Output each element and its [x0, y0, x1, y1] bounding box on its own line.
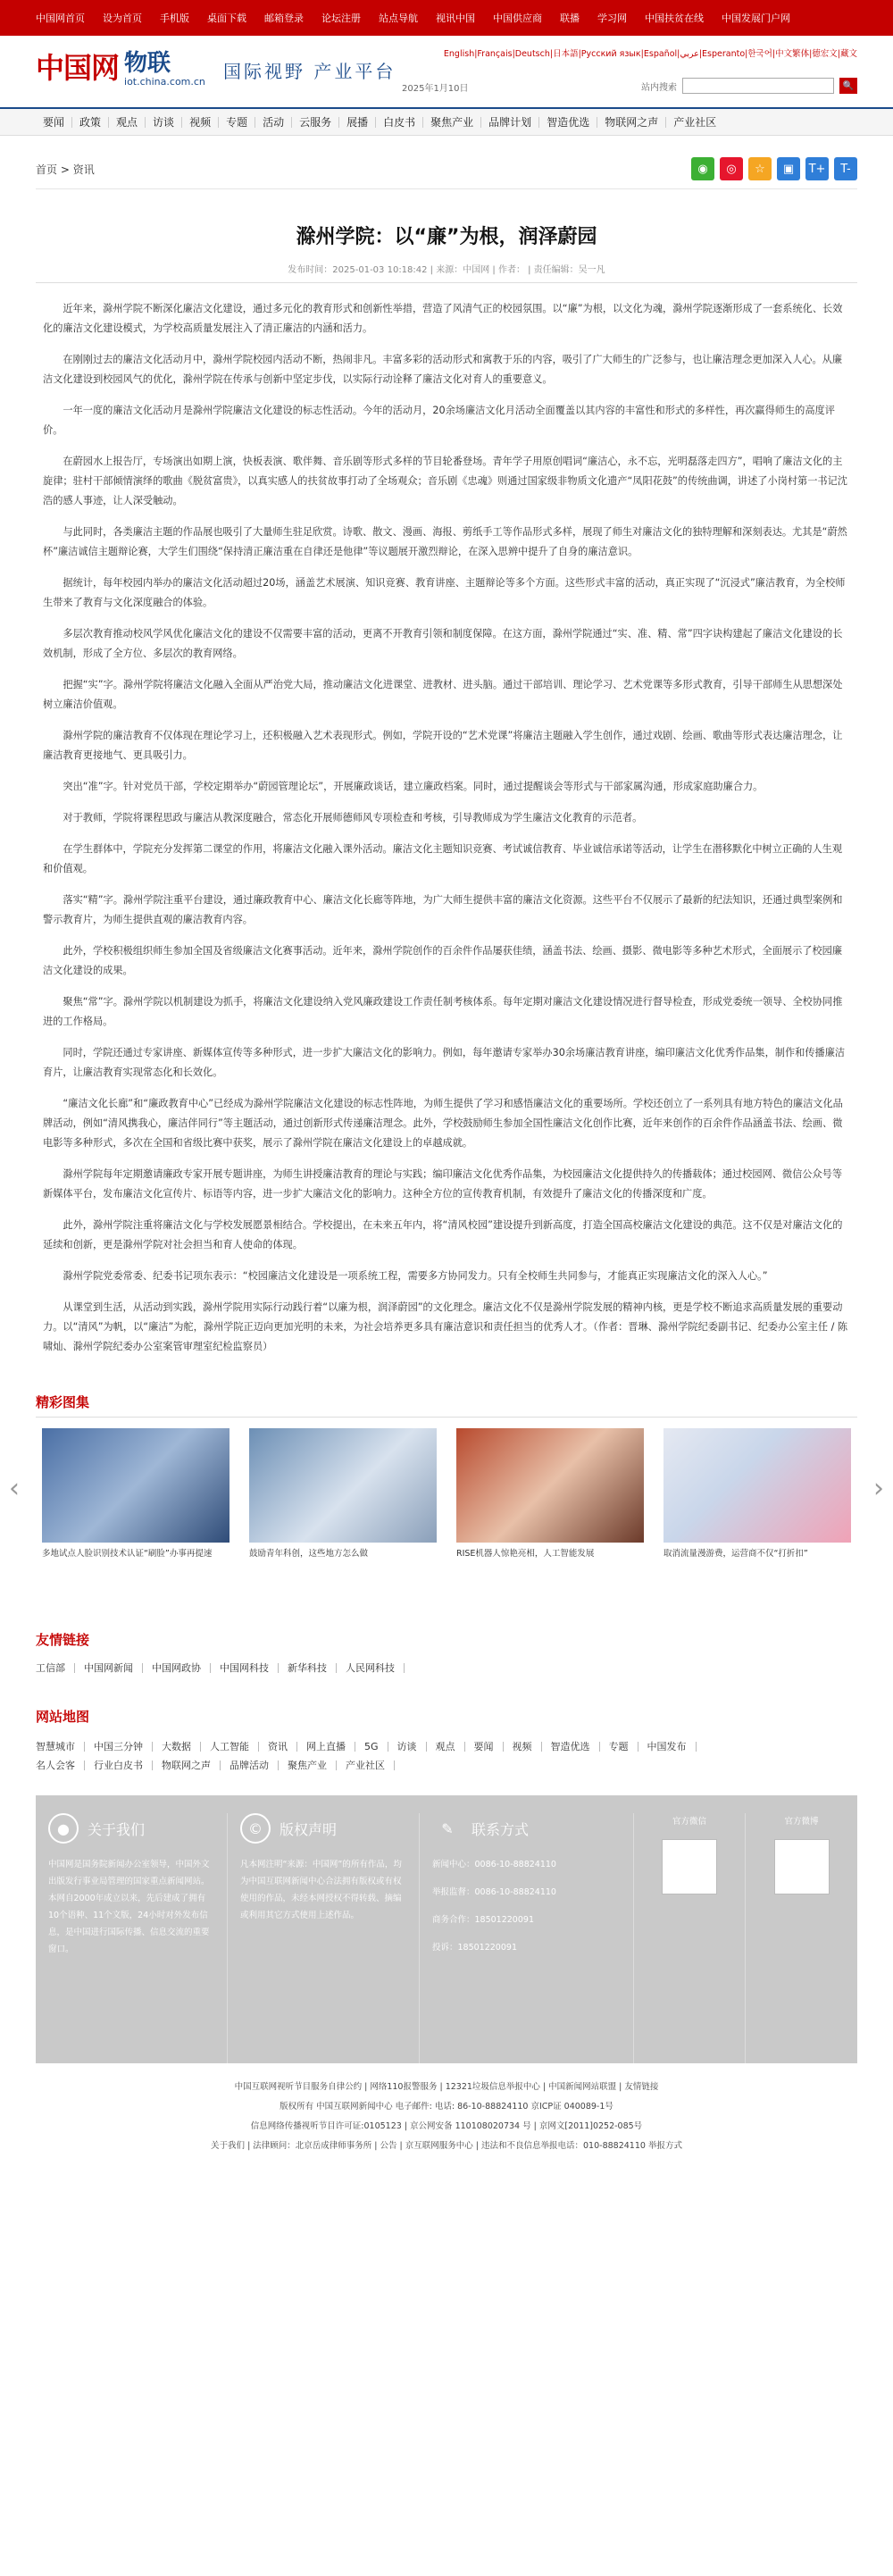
sitemap-link[interactable]: 智慧城市	[36, 1742, 85, 1752]
article-paragraph: 从课堂到生活，从活动到实践，滁州学院用实际行动践行着“以廉为根，润泽蔚园”的文化理念。廉洁文化不仅是滁州学院发展的精神内核，更是学校不断追求高质量发展的重要动力。以“清风”为帆，以“廉洁”为舵，滁州学院正迈向更加光明的未来，为社会培养更多具有廉洁意识和责任担当的优秀人才。（作者：晋琳、滁州学院纪委副书记、纪委办公室主任 / 陈啸灿、滁州学院纪委办公室案管审理室纪检监察员）	[43, 1301, 848, 1352]
top-link[interactable]: 邮箱登录	[264, 13, 304, 24]
breadcrumb-current[interactable]: 资讯	[72, 163, 95, 176]
sitemap-link[interactable]: 大数据	[153, 1742, 201, 1752]
sitemap-link[interactable]: 智造优选	[542, 1742, 600, 1752]
sitemap-link[interactable]: 中国三分钟	[85, 1742, 153, 1752]
nav-item[interactable]: 视频	[182, 117, 219, 128]
logo-chinanet: 中国网	[36, 51, 120, 85]
footer-info	[36, 1795, 857, 2156]
sitemap-link[interactable]: 行业白皮书	[85, 1761, 153, 1770]
about-us-heading	[48, 1813, 214, 1844]
friend-link[interactable]: 人民网科技	[337, 1663, 405, 1673]
article-paragraph: 此外，学校积极组织师生参加全国及省级廉洁文化赛事活动。近年来，滁州学院创作的百余件作品屡获佳绩，涵盖书法、绘画、摄影、微电影等多种艺术形式，全面展示了校园廉洁文化建设的成果。	[43, 945, 843, 976]
contact-line: 商务合作：18501220091	[432, 1915, 534, 1925]
top-link[interactable]: 中国扶贫在线	[645, 13, 704, 24]
wechat-qr-code	[662, 1839, 717, 1894]
gallery	[9, 1428, 884, 1559]
nav-item[interactable]: 政策	[72, 117, 109, 128]
gallery-caption[interactable]: 取消流量漫游费，运营商不仅“打折扣”	[663, 1549, 808, 1559]
article-title: 滁州学院：以“廉”为根，润泽蔚园	[296, 226, 597, 248]
sitemap-link[interactable]: 聚焦产业	[279, 1761, 337, 1770]
wechat-box	[634, 1813, 746, 2063]
friend-link[interactable]: 中国网科技	[211, 1663, 279, 1673]
top-link[interactable]: 论坛注册	[321, 13, 361, 24]
sitemap-link[interactable]: 观点	[427, 1742, 465, 1752]
nav-item[interactable]: 品牌计划	[481, 117, 539, 128]
nav-item[interactable]: 物联网之声	[597, 117, 666, 128]
contact-line: 新闻中心：0086-10-88824110	[432, 1860, 556, 1869]
gallery-image[interactable]	[42, 1428, 230, 1543]
about-us-box	[36, 1813, 228, 2063]
article-paragraph: “廉洁文化长廊”和“廉政教育中心”已经成为滁州学院廉洁文化建设的标志性阵地，为师生提供了学习和感悟廉洁文化的重要场所。学校还创立了一系列具有地方特色的廉洁文化品牌活动，例如“清风携我心，廉洁伴同行”等主题活动，通过创新形式传递廉洁理念。此外，学校鼓励师生参加全国性廉洁文化创作比赛，近年来创作的百余件作品涵盖书法、绘画、微电影等多种形式，多次在全国和省级比赛中获奖，展示了滁州学院在廉洁文化建设上的卓越成就。	[43, 1098, 843, 1149]
footer-line[interactable]: 中国互联网视听节目服务自律公约 | 网络110报警服务 | 12321垃圾信息举报中心 | 中国新闻网站联盟 | 友情链接	[234, 2082, 659, 2092]
article-paragraph: 一年一度的廉洁文化活动月是滁州学院廉洁文化建设的标志性活动。今年的活动月，20余场廉洁文化月活动全面覆盖以其内容的丰富性和形式的多样性，再次赢得师生的高度评价。	[43, 405, 835, 436]
top-link[interactable]: 中国供应商	[493, 13, 542, 24]
friend-links	[36, 1663, 857, 1682]
wechat-icon[interactable]: ◉	[691, 157, 714, 180]
person-icon: ●	[48, 1813, 79, 1844]
site-slogan: 国际视野 产业平台	[223, 61, 396, 82]
friend-link[interactable]: 中国网政协	[143, 1663, 211, 1673]
nav-item[interactable]: 聚焦产业	[423, 117, 481, 128]
friend-link[interactable]: 中国网新闻	[75, 1663, 143, 1673]
nav-item[interactable]: 活动	[255, 117, 292, 128]
contact-line: 举报监督：0086-10-88824110	[432, 1887, 556, 1897]
article-paragraph: 把握“实”字。滁州学院将廉洁文化融入全面从严治党大局，推动廉洁文化进课堂、进教材、进头脑。通过干部培训、理论学习、艺术党课等多形式教育，引导干部师生从思想深处树立廉洁价值观。	[43, 679, 843, 710]
footer-lines	[36, 2078, 857, 2156]
nav-item[interactable]: 产业社区	[673, 116, 717, 129]
font-smaller-icon[interactable]: T-	[834, 157, 857, 180]
gallery-section	[9, 1393, 884, 1559]
language-links[interactable]: English|Français|Deutsch|日本語|Русский язык|Español|عربي|Esperanto|한국어|中文繁体|德宏文|藏文	[443, 49, 857, 59]
sitemap-link[interactable]: 名人会客	[36, 1761, 85, 1770]
sitemap-link[interactable]: 中国发布	[638, 1742, 697, 1752]
article-body	[36, 299, 857, 1357]
logo-name: 物联	[124, 50, 171, 77]
article-paragraph: 据统计，每年校园内举办的廉洁文化活动超过20场，涵盖艺术展演、知识竞赛、教育讲座、主题辩论等多个方面。这些形式丰富的活动，真正实现了“沉浸式”廉洁教育，为全校师生带来了教育与文化深度融合的体验。	[43, 577, 846, 608]
friend-links-title: 友情链接	[36, 1632, 90, 1648]
sitemap-link[interactable]: 要闻	[465, 1742, 504, 1752]
article-paragraph: 在刚刚过去的廉洁文化活动月中，滁州学院校园内活动不断，热闹非凡。丰富多彩的活动形式和寓教于乐的内容，吸引了广大师生的广泛参与，也让廉洁理念更加深入人心。从廉洁文化建设到校园风气的优化，滁州学院在传承与创新中坚定步伐，以实际行动诠释了廉洁文化对育人的重要意义。	[43, 354, 843, 385]
sitemap-link[interactable]: 视频	[504, 1742, 542, 1752]
gallery-next-icon[interactable]: ›	[873, 1473, 884, 1504]
nav-item[interactable]: 访谈	[146, 117, 182, 128]
favorite-icon[interactable]: ☆	[748, 157, 772, 180]
friend-links-section	[36, 1630, 857, 1682]
copyright-icon: ©	[240, 1813, 271, 1844]
friend-link[interactable]: 新华科技	[279, 1663, 337, 1673]
site-search	[641, 78, 857, 94]
gallery-item[interactable]	[456, 1428, 644, 1559]
logo-text	[124, 45, 205, 88]
article-paragraph: 多层次教育推动校风学风优化廉洁文化的建设不仅需要丰富的活动，更离不开教育引领和制度保障。在这方面，滁州学院通过“实、准、精、常”四字诀构建起了廉洁文化建设的长效机制，形成了全方位、多层次的教育网络。	[43, 628, 843, 659]
sitemap-link[interactable]: 网上直播	[297, 1742, 355, 1752]
top-bar-links	[36, 0, 857, 36]
weibo-qr-code	[774, 1839, 830, 1894]
gallery-image[interactable]	[456, 1428, 644, 1543]
gallery-prev-icon[interactable]: ‹	[9, 1473, 20, 1504]
article-paragraph: 与此同时，各类廉洁主题的作品展也吸引了大量师生驻足欣赏。诗歌、散文、漫画、海报、剪纸手工等作品形式多样，展现了师生对廉洁文化的独特理解和深刻表达。尤其是“蔚然杯”廉洁诚信主题辩论赛，大学生们围绕“保持清正廉洁重在自律还是他律”等议题展开激烈辩论，在深入思辨中提升了自身的廉洁意识。	[43, 526, 847, 557]
article-paragraph: 同时，学院还通过专家讲座、新媒体宣传等多种形式，进一步扩大廉洁文化的影响力。例如，每年邀请专家举办30余场廉洁教育讲座，编印廉洁文化优秀作品集，制作和传播廉洁育片，让廉洁教育实现常态化和长效化。	[43, 1047, 846, 1078]
nav-item[interactable]: 云服务	[292, 117, 339, 128]
top-link[interactable]: 站点导航	[379, 13, 418, 24]
article-paragraph: 此外，滁州学院注重将廉洁文化与学校发展愿景相结合。学校提出，在未来五年内，将“清风校园”建设提升到新高度，打造全国高校廉洁文化建设的典范。这不仅是对廉洁文化的延续和创新，更是滁州学院对社会担当和育人使命的体现。	[43, 1219, 843, 1250]
weibo-icon[interactable]: ◎	[720, 157, 743, 180]
nav-item[interactable]: 观点	[109, 117, 146, 128]
article-paragraph: 近年来，滁州学院不断深化廉洁文化建设，通过多元化的教育形式和创新性举措，营造了风清气正的校园氛围。以“廉”为根，以文化为魂，滁州学院逐渐形成了一套系统化、长效化的廉洁文化建设模式，为学校高质量发展注入了清正廉洁的内涵和活力。	[43, 303, 843, 334]
sitemap-link[interactable]: 访谈	[388, 1742, 427, 1752]
sitemap-link[interactable]: 物联网之声	[153, 1761, 221, 1770]
gallery-image[interactable]	[249, 1428, 437, 1543]
article-paragraph: 滁州学院党委常委、纪委书记项东表示：“校园廉洁文化建设是一项系统工程，需要多方协同发力。只有全校师生共同参与，才能真正实现廉洁文化的深入人心。”	[63, 1270, 768, 1282]
nav-item[interactable]: 展播	[339, 117, 376, 128]
main-nav	[0, 107, 893, 136]
article-paragraph: 滁州学院的廉洁教育不仅体现在理论学习上，还积极融入艺术表现形式。例如，学院开设的“艺术党课”将廉洁主题融入学生创作，通过戏剧、绘画、歌曲等形式表达廉洁理念，让廉洁教育更接地气、更具吸引力。	[43, 730, 843, 761]
contact-line: 投诉：18501220091	[432, 1943, 517, 1953]
article-paragraph: 对于教师，学院将课程思政与廉洁从教深度融合，常态化开展师德师风专项检查和考核，引导教师成为学生廉洁文化教育的示范者。	[63, 812, 643, 824]
nav-item[interactable]: 白皮书	[376, 117, 423, 128]
article-paragraph: 在蔚园水上报告厅，专场演出如期上演，快板表演、歌伴舞、音乐剧等形式多样的节目轮番登场。青年学子用原创唱词“廉洁心，永不忘，光明磊落走四方”，唱响了廉洁文化的主旋律；驻村干部倾情演绎的歌曲《脱贫富贵》，以真实感人的扶贫故事打动了全场观众；音乐剧《忠魂》则通过国家级非物质文化遗产“凤阳花鼓”的传统曲调，讲述了小岗村第一书记沈浩的感人事迹，让人深受触动。	[43, 456, 847, 506]
top-link[interactable]: 中国网首页	[36, 13, 85, 24]
about-us-title[interactable]: 关于我们	[88, 1820, 146, 1838]
site-logo[interactable]	[36, 45, 205, 88]
friend-link[interactable]: 工信部	[36, 1663, 75, 1673]
breadcrumb-home[interactable]: 首页	[36, 163, 58, 176]
contact-box	[420, 1813, 634, 2063]
gallery-item[interactable]	[249, 1428, 437, 1559]
gallery-title: 精彩图集	[36, 1393, 857, 1418]
article-meta: 发布时间：2025-01-03 10:18:42 | 来源：中国网 | 作者： | 责任编辑：吴一凡	[36, 262, 857, 283]
top-bar	[0, 0, 893, 36]
sitemap-link[interactable]: 5G	[355, 1742, 388, 1752]
article-paragraph: 滁州学院每年定期邀请廉政专家开展专题讲座，为师生讲授廉洁教育的理论与实践；编印廉洁文化优秀作品集，为校园廉洁文化提供持久的传播载体；通过校园网、微信公众号等新媒体平台，发布廉洁文化宣传片、标语等内容，进一步扩大廉洁文化的影响力。这种全方位的宣传教育机制，有效提升了廉洁文化的传播深度和广度。	[43, 1168, 843, 1200]
sitemap-title: 网站地图	[36, 1709, 90, 1725]
font-larger-icon[interactable]: T+	[805, 157, 829, 180]
sitemap-link[interactable]: 专题	[600, 1742, 638, 1752]
top-link[interactable]: 学习网	[597, 13, 627, 24]
gallery-caption[interactable]: RISE机器人惊艳亮相，人工智能发展	[456, 1549, 595, 1559]
copyright-box	[228, 1813, 420, 2063]
current-date: 2025年1月10日	[402, 84, 469, 94]
about-us-text: 中国网是国务院新闻办公室领导，中国外文出版发行事业局管理的国家重点新闻网站。本网自2000年成立以来，先后建成了拥有10个语种、11个文版，24小时对外发布信息，是中国进行国际传播、信息交流的重要窗口。	[48, 1860, 210, 1954]
sitemap-section	[36, 1707, 857, 1779]
breadcrumb	[36, 162, 95, 177]
sitemap-link[interactable]: 产业社区	[337, 1761, 395, 1770]
share-toolbar	[691, 157, 857, 180]
sitemap-link[interactable]: 品牌活动	[221, 1761, 279, 1770]
gallery-item[interactable]	[42, 1428, 230, 1559]
nav-item[interactable]: 要闻	[36, 117, 72, 128]
sitemap-links-row2	[36, 1761, 857, 1779]
copy-icon[interactable]: ▣	[777, 157, 800, 180]
search-input[interactable]	[682, 78, 834, 94]
top-link[interactable]: 视讯中国	[436, 13, 475, 24]
footer-boxes	[36, 1795, 857, 2063]
copyright-text: 凡本网注明“来源：中国网”的所有作品，均为中国互联网新闻中心合法拥有版权或有权使用的作品，未经本网授权不得转载、摘编或利用其它方式使用上述作品。	[240, 1860, 402, 1920]
search-icon[interactable]: 🔍	[839, 78, 857, 94]
gallery-caption[interactable]: 鼓励青年科创，这些地方怎么做	[249, 1549, 369, 1559]
sitemap-links	[36, 1742, 857, 1761]
article-paragraph: 在学生群体中，学院充分发挥第二课堂的作用，将廉洁文化融入课外活动。廉洁文化主题知识竞赛、考试诚信教育、毕业诚信承诺等活动，让学生在潜移默化中树立正确的人生观和价值观。	[43, 843, 843, 874]
gallery-image[interactable]	[663, 1428, 851, 1543]
footer-line: 信息网络传播视听节目许可证:0105123 | 京公网安备 110108020734 号 | 京网文[2011]0252-085号	[250, 2121, 643, 2131]
top-link[interactable]: 中国发展门户网	[722, 13, 790, 24]
contact-title: 联系方式	[472, 1820, 530, 1838]
wechat-label: 官方微信	[672, 1817, 706, 1827]
gallery-item[interactable]	[663, 1428, 851, 1559]
footer-line: 版权所有 中国互联网新闻中心 电子邮件: 电话: 86-10-88824110 京ICP证 040089-1号	[280, 2102, 613, 2112]
weibo-label: 官方微博	[784, 1817, 819, 1827]
breadcrumb-separator: >	[60, 163, 70, 176]
copyright-heading	[240, 1813, 406, 1844]
nav-item[interactable]: 专题	[219, 117, 255, 128]
article-paragraph: 落实“精”字。滁州学院注重平台建设，通过廉政教育中心、廉洁文化长廊等阵地，为广大师生提供丰富的廉洁文化资源。这些平台不仅展示了最新的纪法知识，还通过典型案例和警示教育片，为师生提供直观的廉洁教育内容。	[43, 894, 843, 925]
top-link[interactable]: 桌面下载	[207, 13, 246, 24]
sitemap-link[interactable]: 人工智能	[201, 1742, 259, 1752]
copyright-title[interactable]: 版权声明	[280, 1820, 338, 1838]
nav-item[interactable]: 智造优选	[539, 117, 597, 128]
weibo-box	[746, 1813, 857, 2063]
top-link[interactable]: 手机版	[160, 13, 189, 24]
main-nav-items	[36, 109, 857, 136]
footer-line[interactable]: 关于我们 | 法律顾问：北京岳成律师事务所 | 公告 | 京互联网服务中心 | 违法和不良信息举报电话：010-88824110 举报方式	[211, 2141, 682, 2151]
gallery-caption[interactable]: 多地试点人脸识别技术认证“刷脸”办事再提速	[42, 1549, 213, 1559]
article	[36, 222, 857, 1357]
site-header	[36, 36, 857, 107]
article-paragraph: 突出“准”字。针对党员干部，学校定期举办“蔚园管理论坛”，开展廉政谈话，建立廉政档案。同时，通过提醒谈会等形式与干部家属沟通，形成家庭助廉合力。	[63, 781, 764, 792]
top-link[interactable]: 联播	[560, 13, 580, 24]
pencil-icon: ✎	[441, 1819, 454, 1837]
contact-heading	[432, 1813, 621, 1844]
sitemap-link[interactable]: 资讯	[259, 1742, 297, 1752]
article-paragraph: 聚焦“常”字。滁州学院以机制建设为抓手，将廉洁文化建设纳入党风廉政建设工作责任制考核体系。每年定期对廉洁文化建设情况进行督导检查，形成党委统一领导、全校协同推进的工作格局。	[43, 996, 843, 1027]
search-label: 站内搜索	[641, 82, 677, 93]
logo-url: iot.china.com.cn	[124, 76, 205, 88]
breadcrumb-bar	[36, 148, 857, 189]
top-link[interactable]: 设为首页	[103, 13, 142, 24]
